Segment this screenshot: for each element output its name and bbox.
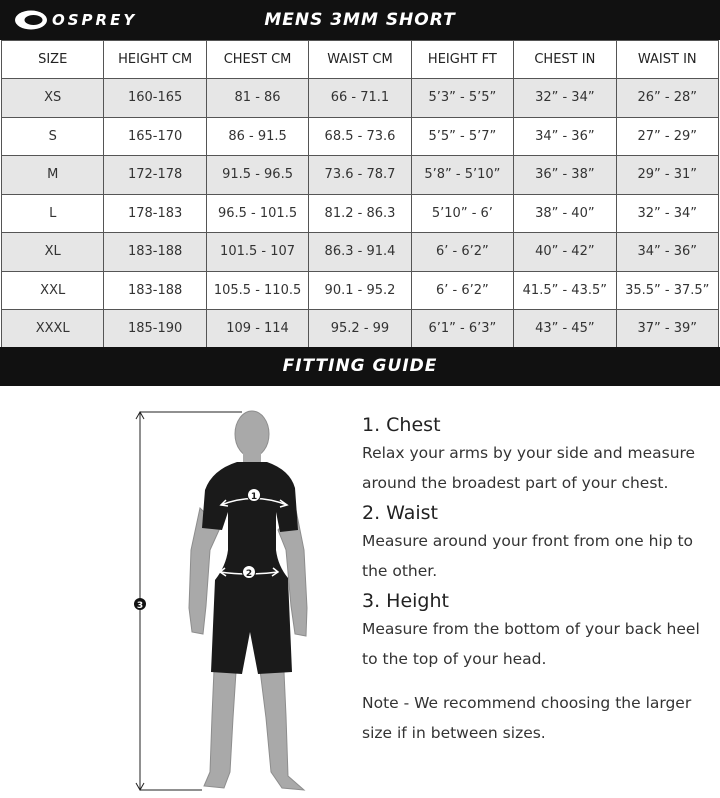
table-cell: 95.2 - 99 (309, 310, 411, 349)
table-cell: 90.1 - 95.2 (309, 271, 411, 310)
fitting-guide-text (362, 410, 712, 748)
table-cell: 86.3 - 91.4 (309, 233, 411, 272)
table-cell: 5’5” - 5’7” (411, 117, 513, 156)
table-cell: 178-183 (104, 194, 206, 233)
table-row (2, 79, 719, 118)
table-cell: 29” - 31” (616, 156, 718, 195)
col-header-height-cm: HEIGHT CM (104, 41, 206, 79)
chest-heading: 1. Chest (362, 414, 441, 436)
marker-3-label: 3 (136, 601, 144, 611)
table-cell: 183-188 (104, 271, 206, 310)
table-cell: 73.6 - 78.7 (309, 156, 411, 195)
table-cell: 66 - 71.1 (309, 79, 411, 118)
table-cell: 101.5 - 107 (206, 233, 308, 272)
height-heading: 3. Height (362, 590, 449, 612)
body-silhouette (189, 411, 307, 790)
size-note: Note - We recommend choosing the larger size if in between sizes. (362, 694, 692, 742)
table-cell: 81.2 - 86.3 (309, 194, 411, 233)
table-row (2, 310, 719, 349)
col-header-height-ft: HEIGHT FT (411, 41, 513, 79)
col-header-chest-in: CHEST IN (514, 41, 616, 79)
table-cell: 6’ - 6’2” (411, 271, 513, 310)
table-cell: 172-178 (104, 156, 206, 195)
table-cell: 160-165 (104, 79, 206, 118)
size-chart-table (1, 40, 719, 349)
table-cell: XL (2, 233, 104, 272)
brand-name: OSPREY (52, 11, 138, 29)
table-cell: 6’ - 6’2” (411, 233, 513, 272)
table-cell: 27” - 29” (616, 117, 718, 156)
table-cell: 5’8” - 5’10” (411, 156, 513, 195)
table-cell: 86 - 91.5 (206, 117, 308, 156)
table-cell: 6’1” - 6’3” (411, 310, 513, 349)
table-row (2, 271, 719, 310)
table-cell: 32” - 34” (514, 79, 616, 118)
table-cell: 41.5” - 43.5” (514, 271, 616, 310)
table-cell: 165-170 (104, 117, 206, 156)
table-cell: XXXL (2, 310, 104, 349)
title-bar (0, 0, 720, 40)
table-cell: 109 - 114 (206, 310, 308, 349)
table-cell: L (2, 194, 104, 233)
col-header-chest-cm: CHEST CM (206, 41, 308, 79)
table-cell: 68.5 - 73.6 (309, 117, 411, 156)
table-row (2, 233, 719, 272)
col-header-size: SIZE (2, 41, 104, 79)
height-instructions: Measure from the bottom of your back heel to the top of your head. (362, 620, 700, 668)
table-cell: 91.5 - 96.5 (206, 156, 308, 195)
table-cell: 81 - 86 (206, 79, 308, 118)
table-cell: 183-188 (104, 233, 206, 272)
table-cell: 43” - 45” (514, 310, 616, 349)
waist-instructions: Measure around your front from one hip to the other. (362, 532, 694, 580)
table-header-row (2, 41, 719, 79)
table-row (2, 117, 719, 156)
marker-2-label: 2 (245, 569, 253, 579)
page-title: MENS 3MM SHORT (264, 10, 456, 30)
table-cell: 35.5” - 37.5” (616, 271, 718, 310)
waist-heading: 2. Waist (362, 502, 439, 524)
table-cell: 26” - 28” (616, 79, 718, 118)
body-measurement-figure (120, 400, 340, 798)
table-cell: S (2, 117, 104, 156)
marker-1 (248, 489, 261, 503)
table-cell: 5’10” - 6’ (411, 194, 513, 233)
table-cell: 37” - 39” (616, 310, 718, 349)
fitting-guide-title: FITTING GUIDE (282, 356, 438, 376)
marker-1-label: 1 (250, 492, 258, 502)
table-cell: 96.5 - 101.5 (206, 194, 308, 233)
table-cell: 185-190 (104, 310, 206, 349)
col-header-waist-in: WAIST IN (616, 41, 718, 79)
chest-instructions: Relax your arms by your side and measure around the broadest part of your chest. (362, 444, 696, 492)
table-cell: 36” - 38” (514, 156, 616, 195)
table-cell: XXL (2, 271, 104, 310)
table-cell: 38” - 40” (514, 194, 616, 233)
table-cell: 34” - 36” (616, 233, 718, 272)
marker-3 (134, 598, 146, 611)
table-cell: 5’3” - 5’5” (411, 79, 513, 118)
table-row (2, 156, 719, 195)
table-cell: 105.5 - 110.5 (206, 271, 308, 310)
fitting-guide-bar (0, 347, 720, 386)
table-cell: 32” - 34” (616, 194, 718, 233)
table-cell: M (2, 156, 104, 195)
table-cell: XS (2, 79, 104, 118)
marker-2 (243, 566, 256, 580)
table-cell: 34” - 36” (514, 117, 616, 156)
table-cell: 40” - 42” (514, 233, 616, 272)
table-row (2, 194, 719, 233)
col-header-waist-cm: WAIST CM (309, 41, 411, 79)
